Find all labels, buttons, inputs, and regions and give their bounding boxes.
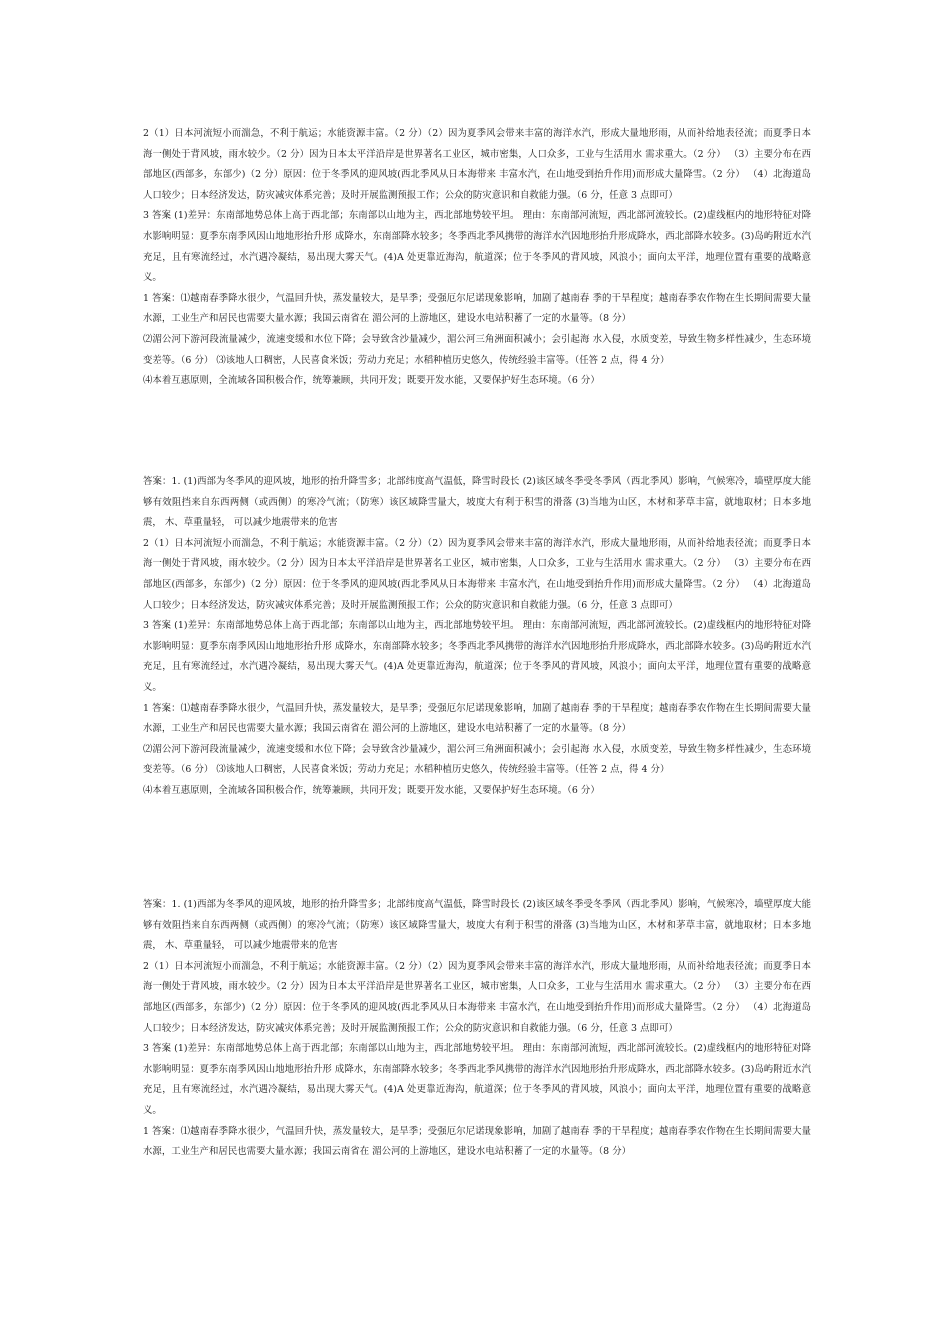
paragraph: 1 答案：⑴越南春季降水很少，气温回升快，蒸发量较大，是旱季；受强厄尔尼诺现象影响，加剧了越南春 季的干旱程度；越南春季农作物在生长期间需要大量水源，工业生产和居民也需要大量水源；我国云南省在 湄公河的上游地区，建设水电站积蓄了一定的水量等。（8 分）	[143, 1125, 811, 1158]
paragraph: ⑵湄公河下游河段流量减少，流速变缓和水位下降；会导致含沙量减少，湄公河三角洲面积减小；会引起海 水入侵，水质变差，导致生物多样性减少，生态环境变差等。（6 分） ⑶该地人口稠密，人民喜食米饭；劳动力充足；水稻种植历史悠久，传统经验丰富等。（任答 2 点，得 4 分）	[143, 333, 811, 366]
paragraph: 答案：1. (1)西部为冬季风的迎风坡，地形的抬升降雪多；北部纬度高气温低，降雪时段长 (2)该区域冬季受冬季风（西北季风）影响，气候寒冷，墙壁厚度大能够有效阻挡来自东西两侧（或西侧）的寒冷气流；（防寒）该区域降雪量大，坡度大有利于积雪的滑落 (3)当地为山区，木材和茅草丰富，就地取材；日本多地震， 木、草重量轻， 可以减少地震带来的危害	[143, 899, 811, 952]
paragraph: ⑵湄公河下游河段流量减少，流速变缓和水位下降；会导致含沙量减少，湄公河三角洲面积减小；会引起海 水入侵，水质变差，导致生物多样性减少，生态环境变差等。（6 分） ⑶该地人口稠密，人民喜食米饭；劳动力充足；水稻种植历史悠久，传统经验丰富等。（任答 2 点，得 4 分）	[143, 743, 811, 776]
paragraph: 2（1）日本河流短小而湍急，不利于航运；水能资源丰富。（2 分）（2）因为夏季风会带来丰富的海洋水汽，形成大量地形雨，从而补给地表径流；而夏季日本海一侧处于背风坡，雨水较少。（2 分）因为日本太平洋沿岸是世界著名工业区，城市密集，人口众多，工业与生活用水 需求重大。（2 分） （3）主要分布在西部地区(西部多，东部少)（2 分）原因：位于冬季风的迎风坡(西北季风从日本海带来 丰富水汽，在山地受到抬升作用)而形成大量降雪。（2 分） （4）北海道岛人口较少；日本经济发达，防灾减灾体系完善；及时开展监测预报工作；公众的防灾意识和自救能力强。（6 分，任意 3 点即可）	[143, 128, 811, 201]
paragraph: 2（1）日本河流短小而湍急，不利于航运；水能资源丰富。（2 分）（2）因为夏季风会带来丰富的海洋水汽，形成大量地形雨，从而补给地表径流；而夏季日本海一侧处于背风坡，雨水较少。（2 分）因为日本太平洋沿岸是世界著名工业区，城市密集，人口众多，工业与生活用水 需求重大。（2 分） （3）主要分布在西部地区(西部多，东部少)（2 分）原因：位于冬季风的迎风坡(西北季风从日本海带来 丰富水汽，在山地受到抬升作用)而形成大量降雪。（2 分） （4）北海道岛人口较少；日本经济发达，防灾减灾体系完善；及时开展监测预报工作；公众的防灾意识和自救能力强。（6 分，任意 3 点即可）	[143, 537, 811, 611]
paragraph: 2（1）日本河流短小而湍急，不利于航运；水能资源丰富。（2 分）（2）因为夏季风会带来丰富的海洋水汽，形成大量地形雨，从而补给地表径流；而夏季日本海一侧处于背风坡，雨水较少。（2 分）因为日本太平洋沿岸是世界著名工业区，城市密集，人口众多，工业与生活用水 需求重大。（2 分） （3）主要分布在西部地区(西部多，东部少)（2 分）原因：位于冬季风的迎风坡(西北季风从日本海带来 丰富水汽，在山地受到抬升作用)而形成大量降雪。（2 分） （4）北海道岛人口较少；日本经济发达，防灾减灾体系完善；及时开展监测预报工作；公众的防灾意识和自救能力强。（6 分，任意 3 点即可）	[143, 960, 811, 1034]
paragraph: 3 答案 (1)差异：东南部地势总体上高于西北部；东南部以山地为主，西北部地势较平坦。 理由：东南部河流短，西北部河流较长。(2)虚线框内的地形特征对降水影响明显：夏季东南季风因山地地形抬升形 成降水，东南部降水较多；冬季西北季风携带的海洋水汽因地形抬升形成降水，西北部降水较多。(3)岛屿附近水汽充足，且有寒流经过，水汽遇冷凝结，易出现大雾天气。(4)A 处更靠近海沟，航道深；位于冬季风的背风坡，风浪小；面向太平洋，地理位置有重要的战略意义。	[143, 1043, 811, 1116]
paragraph: 1 答案：⑴越南春季降水很少，气温回升快，蒸发量较大，是旱季；受强厄尔尼诺现象影响，加剧了越南春 季的干旱程度；越南春季农作物在生长期间需要大量水源，工业生产和居民也需要大量水源；我国云南省在 湄公河的上游地区，建设水电站积蓄了一定的水量等。（8 分）	[143, 702, 811, 735]
paragraph: 3 答案 (1)差异：东南部地势总体上高于西北部；东南部以山地为主，西北部地势较平坦。 理由：东南部河流短，西北部河流较长。(2)虚线框内的地形特征对降水影响明显：夏季东南季风因山地地形抬升形 成降水，东南部降水较多；冬季西北季风携带的海洋水汽因地形抬升形成降水，西北部降水较多。(3)岛屿附近水汽充足，且有寒流经过，水汽遇冷凝结，易出现大雾天气。(4)A 处更靠近海沟，航道深；位于冬季风的背风坡，风浪小；面向太平洋，地理位置有重要的战略意义。	[143, 210, 811, 284]
answer-block-2	[143, 472, 811, 802]
paragraph: ⑷本着互惠原则，全流域各国积极合作，统筹兼顾，共同开发；既要开发水能，又要保护好生态环境。（6 分）	[143, 784, 600, 796]
paragraph: 答案：1. (1)西部为冬季风的迎风坡，地形的抬升降雪多；北部纬度高气温低，降雪时段长 (2)该区域冬季受冬季风（西北季风）影响，气候寒冷，墙壁厚度大能够有效阻挡来自东西两侧（或西侧）的寒冷气流；（防寒）该区域降雪量大，坡度大有利于积雪的滑落 (3)当地为山区，木材和茅草丰富，就地取材；日本多地震， 木、草重量轻， 可以减少地震带来的危害	[143, 476, 811, 529]
paragraph: ⑷本着互惠原则，全流域各国积极合作，统筹兼顾，共同开发；既要开发水能，又要保护好生态环境。（6 分）	[143, 375, 600, 387]
answer-block-1	[143, 124, 811, 392]
answer-block-3	[143, 895, 811, 1163]
paragraph: 3 答案 (1)差异：东南部地势总体上高于西北部；东南部以山地为主，西北部地势较平坦。 理由：东南部河流短，西北部河流较长。(2)虚线框内的地形特征对降水影响明显：夏季东南季风因山地地形抬升形 成降水，东南部降水较多；冬季西北季风携带的海洋水汽因地形抬升形成降水，西北部降水较多。(3)岛屿附近水汽充足，且有寒流经过，水汽遇冷凝结，易出现大雾天气。(4)A 处更靠近海沟，航道深；位于冬季风的背风坡，风浪小；面向太平洋，地理位置有重要的战略意义。	[143, 620, 811, 693]
paragraph: 1 答案：⑴越南春季降水很少，气温回升快，蒸发量较大，是旱季；受强厄尔尼诺现象影响，加剧了越南春 季的干旱程度；越南春季农作物在生长期间需要大量水源，工业生产和居民也需要大量水源；我国云南省在 湄公河的上游地区，建设水电站积蓄了一定的水量等。（8 分）	[143, 292, 811, 325]
